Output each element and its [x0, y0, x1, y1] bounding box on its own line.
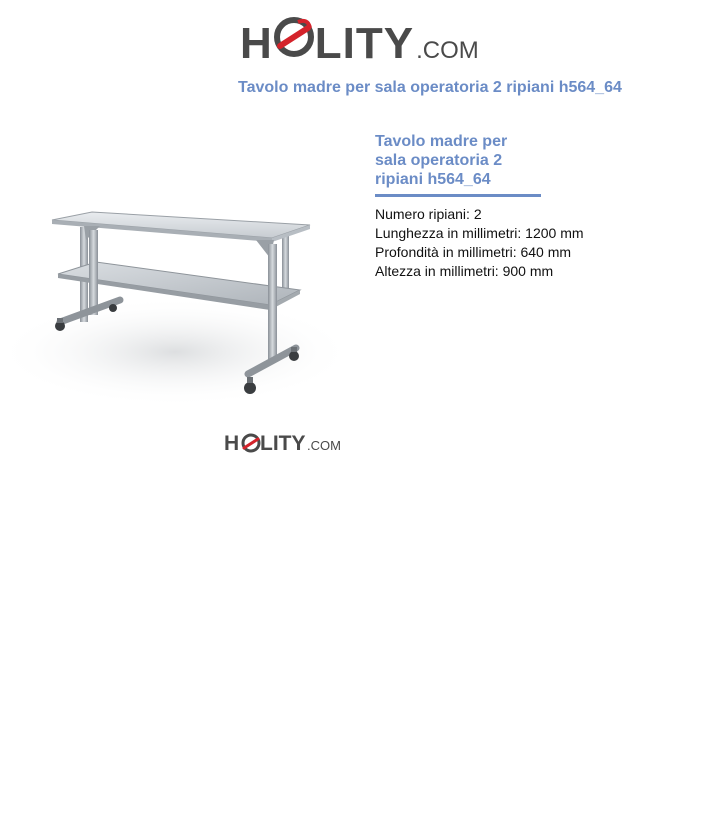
spec-shelves: Numero ripiani: 2: [375, 206, 482, 222]
title-underline: [375, 194, 541, 197]
watermark-letter-h: H: [224, 432, 240, 455]
logo-letters-lity: LITY: [314, 19, 415, 68]
surgical-table-image: [0, 112, 360, 472]
spec-height: Altezza in millimetri: 900 mm: [375, 263, 554, 279]
spec-length: Lunghezza in millimetri: 1200 mm: [375, 225, 584, 241]
page-title: Tavolo madre per sala operatoria 2 ripiani h564_64: [238, 79, 622, 96]
product-title: Tavolo madre per sala operatoria 2 ripiani h564_64: [375, 133, 508, 188]
watermark-suffix: .COM: [307, 438, 341, 453]
brand-logo[interactable]: [240, 12, 479, 66]
product-specs: [375, 205, 584, 281]
product-image: [0, 112, 360, 472]
spec-depth: Profondità in millimetri: 640 mm: [375, 244, 572, 260]
watermark-letters-lity: LITY: [260, 432, 306, 455]
logo-letter-h: H: [240, 19, 273, 68]
logo-suffix: .COM: [416, 37, 479, 64]
logo-wordmark: [240, 16, 414, 66]
logo-o-icon: [274, 16, 314, 66]
watermark-logo: [224, 432, 341, 455]
